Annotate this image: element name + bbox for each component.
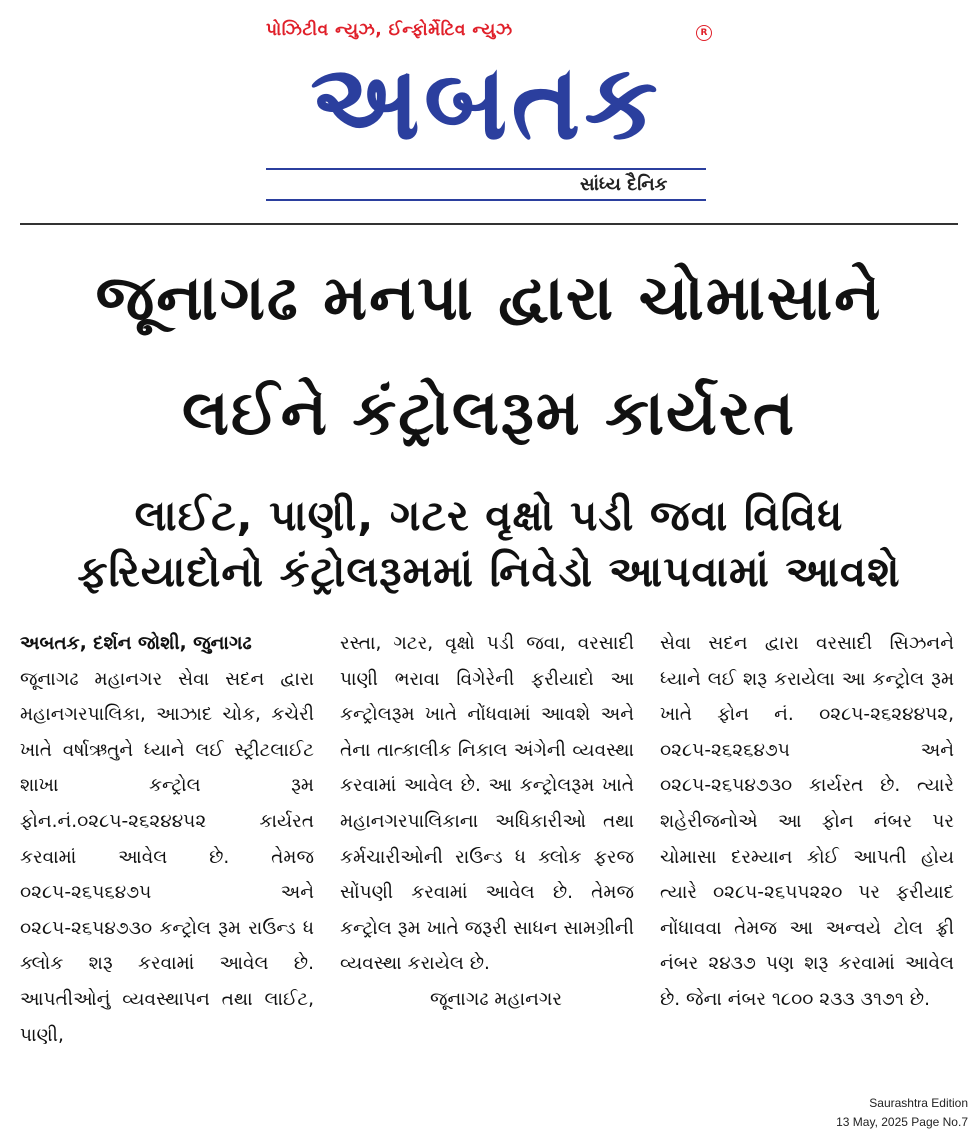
headline-line-2: લઈને કંટ્રોલરૂમ કાર્યરત xyxy=(182,376,796,449)
column-2-text: રસ્તા, ગટર, વૃક્ષો પડી જવા, વરસાદી પાણી ભરાવા વિગેરેની ફરીયાદો આ કન્ટ્રોલરૂમ ખાતે નોંધવામાં આવશે અને તેના તાત્કાલીક નિકાલ અંગેની વ્યવસ્થા કરવામાં આવેલ છે. આ કન્ટ્રોલરૂમ ખાતે મહાનગરપાલિકાના અધિકારીઓ તથા કર્મચારીઓની રાઉન્ડ ધ ક્લોક ફરજ સોંપણી કરવામાં આવેલ છે. તેમજ કન્ટ્રોલ રૂમ ખાતે જરૂરી સાધન સામગ્રીની વ્યવસ્થા કરાયેલ છે. xyxy=(340,633,634,975)
headline xyxy=(20,240,958,470)
subheadline xyxy=(20,488,958,600)
newspaper-logo: અબતક xyxy=(310,41,662,163)
edition-date-page: 13 May, 2025 Page No.7 xyxy=(836,1115,968,1129)
article-column-3 xyxy=(660,626,954,1074)
edition-name: Saurashtra Edition xyxy=(869,1096,968,1110)
headline-line-1: જૂનાગઢ મનપા દ્વારા ચોમાસાને xyxy=(95,261,883,334)
registered-mark-icon: R xyxy=(696,25,712,41)
edition-footer xyxy=(836,1094,968,1132)
byline: અબતક, દર્શન જોશી, જુનાગઢ xyxy=(20,633,252,654)
masthead-divider xyxy=(266,168,706,170)
section-rule xyxy=(20,223,958,225)
masthead-tagline: પોઝિટીવ ન્યુઝ, ઈન્ફોર્મેટિવ ન્યુઝ xyxy=(266,20,513,40)
column-1-text: જૂનાગઢ મહાનગર સેવા સદન દ્વારા મહાનગરપાલિકા, આઝાદ ચોક, કચેરી ખાતે વર્ષાઋતુને ધ્યાને લઈ સ્ટ્રીટલાઈટ શાખા કન્ટ્રોલ રૂમ ફોન.નં.૦૨૮૫-૨૬૨૪૪૫૨ કાર્યરત કરવામાં આવેલ છે. તેમજ ૦૨૮૫-૨૬૫૬૪૭૫ અને ૦૨૮૫-૨૬૫૪૭૩૦ કન્ટ્રોલ રૂમ રાઉન્ડ ધ ક્લોક શરૂ કરવામાં આવેલ છે. આપતીઓનું વ્યવસ્થાપન તથા લાઈટ, પાણી, xyxy=(20,668,314,1046)
masthead-underline xyxy=(266,199,706,201)
column-2-tail: જૂનાગઢ મહાનગર xyxy=(430,988,562,1010)
column-3-text: સેવા સદન દ્વારા વરસાદી સિઝનને ધ્યાને લઈ શરૂ કરાયેલા આ કન્ટ્રોલ રૂમ ખાતે ફોન નં. ૦૨૮૫-૨૬૨૪૪૫૨, ૦૨૮૫-૨૬૨૬૪૭૫ અને ૦૨૮૫-૨૬૫૪૭૩૦ કાર્યરત છે. ત્યારે શહેરીજનોએ આ ફોન નંબર પર ચોમાસા દરમ્યાન કોઈ આપતી હોય ત્યારે ૦૨૮૫-૨૬૫૫૨૨૦ પર ફરીયાદ નોંધાવવા તેમજ આ અન્વયે ટોલ ફ્રી નંબર ૨૪૩૭ પણ શરૂ કરવામાં આવેલ છે. જેના નંબર ૧૮૦૦ ૨૩૩ ૩૧૭૧ છે. xyxy=(660,633,954,1010)
article-column-1 xyxy=(20,626,314,1074)
subhead-line-1: લાઈટ, પાણી, ગટર વૃક્ષો પડી જવા વિવિધ xyxy=(134,491,844,540)
masthead-subtitle: સાંધ્ય દૈનિક xyxy=(580,174,668,195)
article-body xyxy=(20,626,958,1074)
subhead-line-2: ફરિયાદોનો કંટ્રોલરૂમમાં નિવેડો આપવામાં આવશે xyxy=(77,547,901,596)
article-column-2 xyxy=(340,626,634,1074)
masthead xyxy=(0,0,978,222)
